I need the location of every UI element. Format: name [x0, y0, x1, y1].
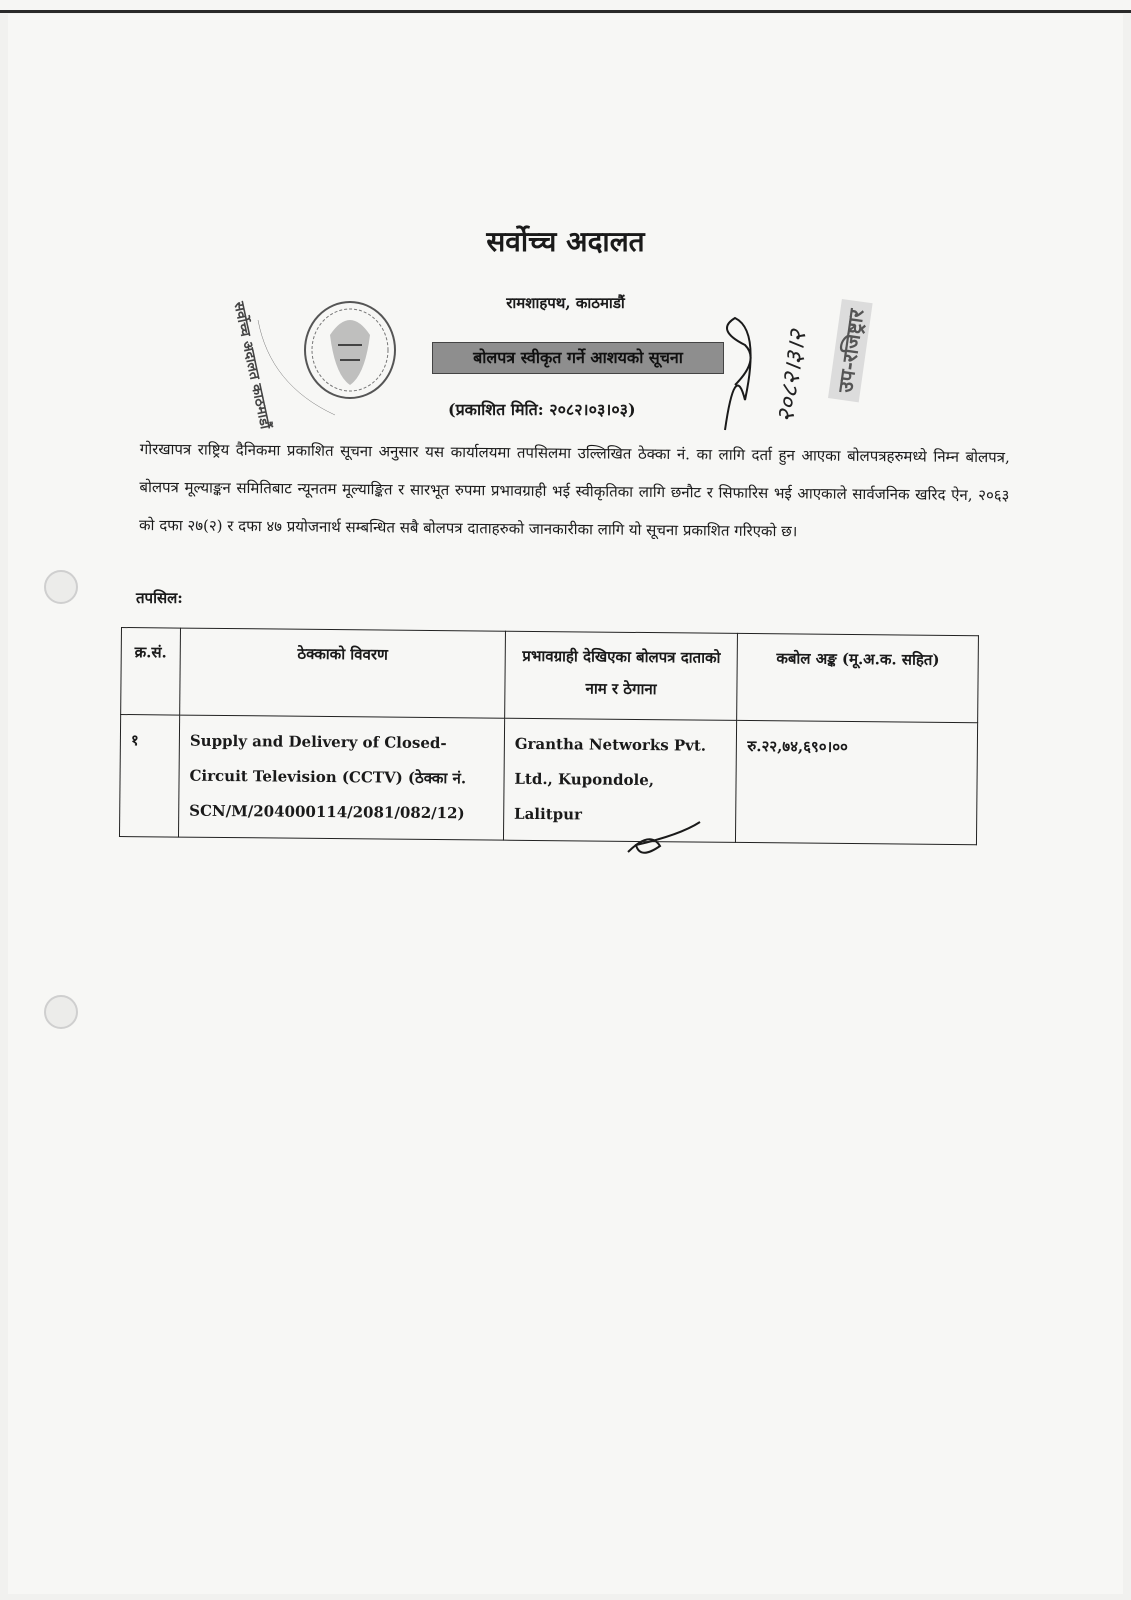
notice-heading: बोलपत्र स्वीकृत गर्ने आशयको सूचना [432, 342, 724, 374]
seal-text: सर्वोच्च अदालत काठमाडौं [230, 300, 274, 431]
publication-date: (प्रकाशित मिति: २०८२।०३।०३) [448, 400, 636, 419]
handwritten-date: २०८२।३।२ [770, 328, 812, 425]
contract-description-cell: Supply and Delivery of Closed-Circuit Television (CCTV) (ठेक्का नं. SCN/M/204000114/2081/082/12) [178, 715, 504, 840]
column-header: कबोल अङ्क (मू.अ.क. सहित) [737, 633, 978, 722]
award-table [119, 627, 979, 845]
table-row [119, 715, 977, 845]
bidder-cell: Grantha Networks Pvt. Ltd., Kupondole, Lalitpur [503, 718, 737, 842]
column-header: ठेक्काको विवरण [180, 628, 506, 718]
bid-amount-cell: रु.२२,७४,६९०।०० [736, 720, 978, 844]
table-header-row [121, 628, 979, 723]
deputy-registrar-stamp: उप-रजिष्ट्रार [828, 299, 873, 402]
court-address: रामशाहपथ, काठमाडौं [506, 294, 625, 312]
notice-body: गोरखापत्र राष्ट्रिय दैनिकमा प्रकाशित सूचना अनुसार यस कार्यालयमा तपसिलमा उल्लिखित ठेक्का नं. का लागि दर्ता हुन आएका बोलपत्रहरुमध्ये निम्न बोलपत्र, बोलपत्र मूल्याङ्कन समितिबाट न्यूनतम मूल्याङ्कित र सारभूत रुपमा प्रभावग्राही भई स्वीकृतिका लागि छनौट र सिफारिस भई आएकाले सार्वजनिक खरिद ऐन, २०६३ को दफा २७(२) र दफा ४७ प्रयोजनार्थ सम्बन्धित सबै बोलपत्र दाताहरुको जानकारीका लागि यो सूचना प्रकाशित गरिएको छ। [139, 439, 1010, 541]
column-header: क्र.सं. [121, 628, 181, 716]
court-title: सर्वोच्च अदालत [486, 225, 645, 258]
serial-cell: १ [119, 715, 179, 838]
column-header: प्रभावग्राही देखिएका बोलपत्र दाताको नाम र ठेगाना [505, 631, 738, 720]
schedule-label: तपसिल: [136, 589, 183, 607]
